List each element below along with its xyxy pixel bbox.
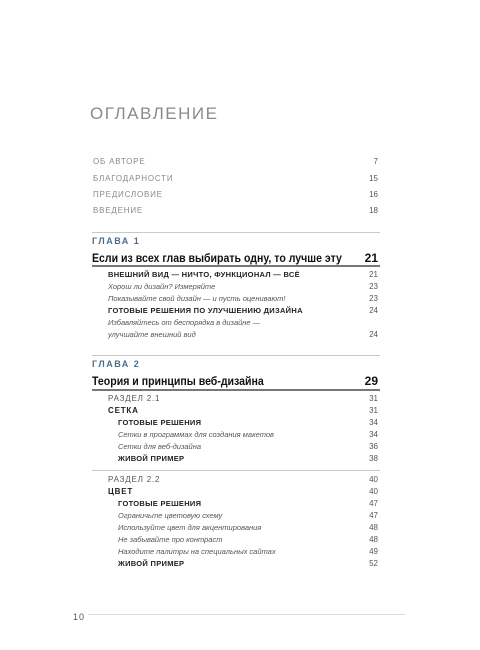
front-item-label: БЛАГОДАРНОСТИ — [93, 174, 174, 183]
section-label-page: 31 — [369, 394, 378, 403]
toc-entry: ЖИВОЙ ПРИМЕР — [118, 454, 185, 463]
toc-entry: ЖИВОЙ ПРИМЕР — [118, 559, 185, 568]
toc-entry: Хорош ли дизайн? Измеряйте — [108, 282, 216, 291]
toc-entry-page: 48 — [369, 535, 378, 544]
section-name: ЦВЕТ — [108, 487, 134, 496]
divider — [92, 389, 380, 391]
toc-entry-page: 38 — [369, 454, 378, 463]
front-item-label: ОБ АВТОРЕ — [93, 157, 146, 166]
page-number: 10 — [70, 612, 88, 622]
toc-entry-page: 34 — [369, 418, 378, 427]
section-label: РАЗДЕЛ 2.2 — [108, 475, 161, 484]
toc-entry-page: 52 — [369, 559, 378, 568]
toc-entry: ГОТОВЫЕ РЕШЕНИЯ — [118, 499, 202, 508]
section-label-page: 40 — [369, 475, 378, 484]
toc-entry-page: 24 — [369, 306, 378, 315]
front-item-page: 16 — [369, 190, 378, 199]
chapter-title: Если из всех глав выбирать одну, то лучше эту — [92, 251, 342, 265]
toc-entry: Показывайте свой дизайн — и пусть оценивают! — [108, 294, 286, 303]
divider — [92, 355, 380, 356]
toc-entry: ГОТОВЫЕ РЕШЕНИЯ ПО УЛУЧШЕНИЮ ДИЗАЙНА — [108, 306, 303, 315]
front-item-page: 7 — [373, 157, 378, 166]
toc-entry-page: 24 — [369, 330, 378, 339]
footer-rule — [75, 614, 405, 615]
section-name-page: 40 — [369, 487, 378, 496]
front-item-label: ПРЕДИСЛОВИЕ — [93, 190, 163, 199]
toc-entry: Находите палитры на специальных сайтах — [118, 547, 276, 556]
toc-entry-page: 48 — [369, 523, 378, 532]
front-item-page: 15 — [369, 174, 378, 183]
toc-entry: Сетки для веб-дизайна — [118, 442, 202, 451]
toc-entry-page: 23 — [369, 294, 378, 303]
chapter-title: Теория и принципы веб-дизайна — [92, 374, 264, 388]
toc-entry: Ограничьте цветовую схему — [118, 511, 223, 520]
section-name-page: 31 — [369, 406, 378, 415]
toc-entry-page: 49 — [369, 547, 378, 556]
toc-entry-page: 47 — [369, 511, 378, 520]
divider — [92, 232, 380, 233]
toc-entry: Не забывайте про контраст — [118, 535, 223, 544]
toc-entry: Используйте цвет для акцентирования — [118, 523, 262, 532]
front-item-label: ВВЕДЕНИЕ — [93, 206, 144, 215]
toc-entry-page: 34 — [369, 430, 378, 439]
toc-entry: улучшайте внешний вид — [108, 330, 196, 339]
toc-entry: Избавляйтесь от беспорядка в дизайне — — [108, 318, 261, 327]
chapter-page: 29 — [364, 374, 378, 388]
front-item-page: 18 — [369, 206, 378, 215]
chapter-label: ГЛАВА 2 — [92, 359, 141, 369]
toc-entry: Сетки в программах для создания макетов — [118, 430, 274, 439]
section-name: СЕТКА — [108, 406, 139, 415]
chapter-label: ГЛАВА 1 — [92, 236, 141, 246]
section-label: РАЗДЕЛ 2.1 — [108, 394, 161, 403]
page-title: ОГЛАВЛЕНИЕ — [90, 104, 219, 123]
toc-entry: ГОТОВЫЕ РЕШЕНИЯ — [118, 418, 202, 427]
toc-entry-page: 23 — [369, 282, 378, 291]
divider — [92, 470, 380, 471]
toc-entry-page: 21 — [369, 270, 378, 279]
chapter-page: 21 — [364, 251, 378, 265]
divider — [92, 265, 380, 267]
toc-entry-page: 36 — [369, 442, 378, 451]
toc-entry-page: 47 — [369, 499, 378, 508]
toc-entry: ВНЕШНИЙ ВИД — НИЧТО, ФУНКЦИОНАЛ — ВСЁ — [108, 270, 300, 279]
